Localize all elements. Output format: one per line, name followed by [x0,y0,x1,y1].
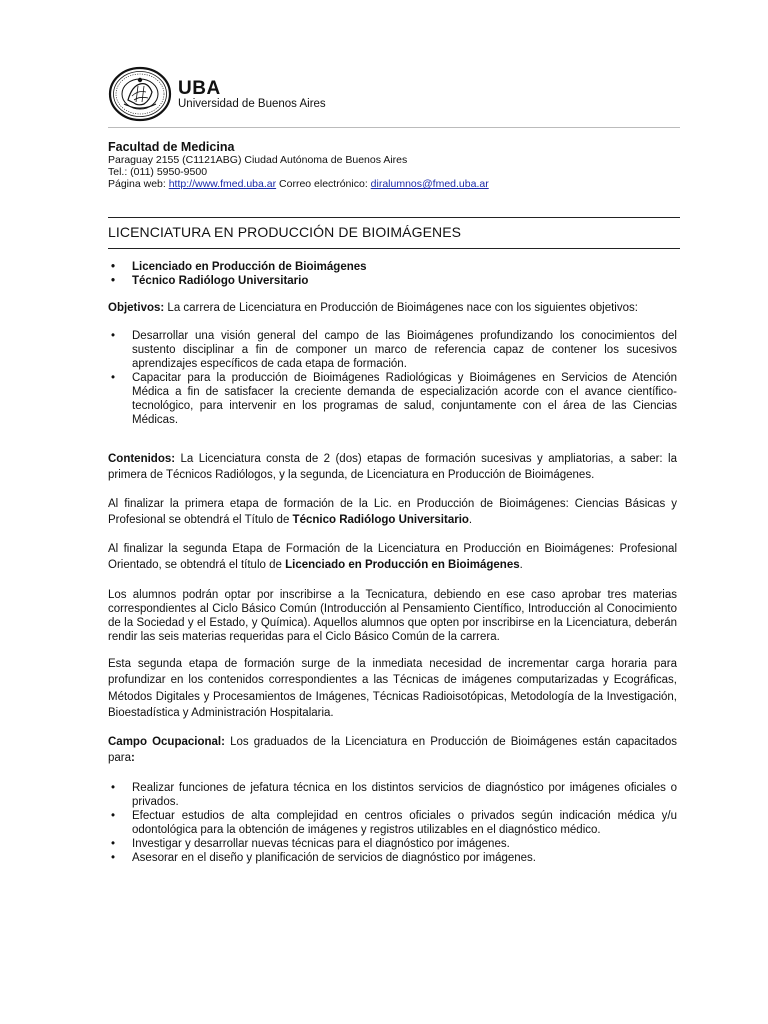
objetivos-list [108,329,677,427]
uba-header [108,66,680,126]
degree-text: Técnico Radiólogo Universitario [132,275,309,287]
campo-text: Los graduados de la Licenciatura en Producción de Bioimágenes están capacitados para [108,735,677,764]
logo-subtitle: Universidad de Buenos Aires [178,98,326,110]
bullet-icon: • [111,371,116,384]
bullet-icon: • [111,809,116,822]
campo-colon: : [131,752,135,764]
title-block [108,217,680,249]
objetivos-item-text: Capacitar para la producción de Bioimágenes Radiológicas y Bioimágenes en Servicios de Atención Médica a fin de satisfacer la creciente demanda de especialización acorde con el avance científico-tecnológico, para intervenir en los programas de salud, conjuntamente con el área de las Ciencias Médicas. [132,371,677,426]
degree-text: Licenciado en Producción de Bioimágenes [132,261,367,273]
web-label: Página web: [108,178,169,190]
primera-end: . [468,514,473,526]
campo-label: Campo Ocupacional: [108,735,225,748]
bullet-icon: • [111,329,116,342]
header-divider [108,127,680,128]
objetivos-item-text: Desarrollar una visión general del campo de las Bioimágenes profundizando los conocimientos del sustento disciplinar a fin de componer un marco de referencia capaz de contener los sucesivos aprendizajes específicos de cada etapa de formación. [132,329,677,370]
degree-item [108,274,677,288]
document-body [108,260,677,865]
segunda-etapa-paragraph [108,541,677,574]
bullet-icon: • [111,261,116,273]
objetivos-item [108,329,677,371]
email-label: Correo electrónico: [276,178,371,190]
campo-list [108,781,677,865]
campo-item [108,851,677,865]
campo-item-text: Efectuar estudios de alta complejidad en centros oficiales o privados según indicación médica y/u odontológica para la obtención de imágenes y registros utilizables en el diagnóstico médico. [132,809,677,836]
segunda-bold: Licenciado en Producción en Bioimágenes [285,559,520,571]
objetivos-item [108,371,677,427]
faculty-info [108,140,680,190]
campo-item [108,809,677,837]
degree-item [108,260,677,274]
primera-bold: Técnico Radiólogo Universitario [292,514,469,526]
uba-seal-logo [108,66,172,122]
bullet-icon: • [111,837,116,850]
email-link[interactable]: diralumnos@fmed.uba.ar [370,178,489,190]
contenidos-label: Contenidos: [108,452,176,465]
objetivos-label: Objetivos: [108,302,165,314]
faculty-address: Paraguay 2155 (C1121ABG) Ciudad Autónoma de Buenos Aires [108,154,408,166]
contenidos-text: La Licenciatura consta de 2 (dos) etapas de formación sucesivas y ampliatorias, a saber: la primera de Técnicos Radiólogos, y la segunda, de Licenciatura en Producción de Bioimágenes. [108,452,677,481]
esta-segunda-paragraph: Esta segunda etapa de formación surge de la inmediata necesidad de incrementar carga horaria para profundizar en los contenidos correspondientes a las Técnicas de imágenes computarizadas y Ecográficas, Métodos Digitales y Procesamientos de Imágenes, Técnicas Radioisotópicas, Metodología de la Investigación, Bioestadística y Administración Hospitalaria. [108,657,677,719]
faculty-contact-line [108,178,680,190]
contenidos-paragraph [108,451,677,484]
page-title: LICENCIATURA EN PRODUCCIÓN DE BIOIMÁGENES [108,224,462,240]
primera-text: Al finalizar la primera etapa de formación de la Lic. en Producción de Bioimágenes: Ciencias Básicas y Profesional se obtendrá el Título de [108,497,677,526]
objetivos-text: La carrera de Licenciatura en Producción de Bioimágenes nace con los siguientes objetivos: [164,302,638,314]
faculty-name: Facultad de Medicina [108,140,235,154]
campo-paragraph [108,734,677,767]
web-link[interactable]: http://www.fmed.uba.ar [168,178,277,190]
bullet-icon: • [111,275,116,287]
campo-item-text: Asesorar en el diseño y planificación de servicios de diagnóstico por imágenes. [132,851,537,864]
bullet-icon: • [111,781,116,794]
faculty-phone: Tel.: (011) 5950-9500 [108,166,208,178]
campo-item [108,781,677,809]
segunda-end: . [519,559,523,571]
campo-item-text: Realizar funciones de jefatura técnica en los distintos servicios de diagnóstico por imágenes oficiales o privados. [132,781,677,808]
segunda-text: Al finalizar la segunda Etapa de Formación de la Licenciatura en Producción en Bioimágenes: Profesional Orientado, se obtendrá el título de [108,542,677,571]
alumnos-paragraph: Los alumnos podrán optar por inscribirse a la Tecnicatura, debiendo en ese caso aprobar tres materias correspondientes al Ciclo Básico Común (Introducción al Pensamiento Científico, Introducción al Conocimiento de la Sociedad y el Estado, y Química). Aquellos alumnos que opten por inscribirse en la Licenciatura, deberán rendir las seis materias requeridas para el Ciclo Básico Común de la carrera. [108,588,677,643]
campo-item [108,837,677,851]
primera-etapa-paragraph [108,496,677,529]
bullet-icon: • [111,851,116,864]
logo-uba-text: UBA [178,78,221,99]
objetivos-paragraph [108,300,677,317]
campo-item-text: Investigar y desarrollar nuevas técnicas para el diagnóstico por imágenes. [132,837,510,850]
